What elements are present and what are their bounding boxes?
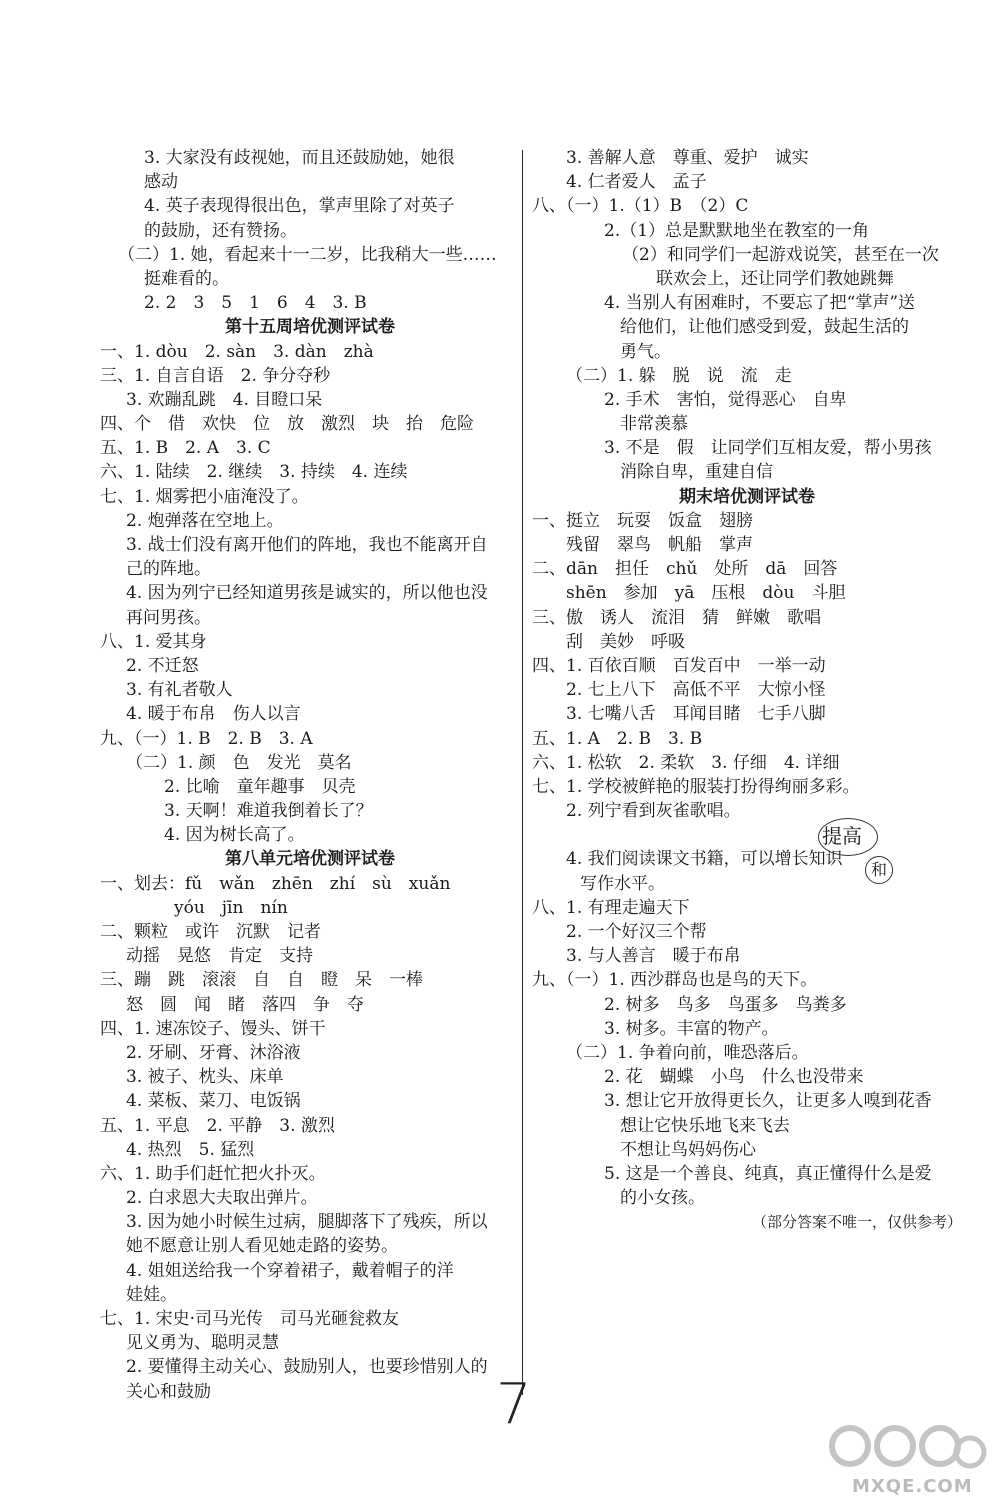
handwritten-circled-char: 和 (865, 856, 893, 884)
answer-line: 联欢会上，还让同学们教她跳舞 (656, 268, 894, 289)
answer-line: 4. 我们阅读课文书籍，可以增长知识 (566, 849, 843, 870)
answer-line: （二）1. 颜 色 发光 莫名 (126, 752, 352, 773)
answer-line: 六、1. 助手们赶忙把火扑灭。 (100, 1163, 326, 1184)
answer-line: 3. 因为她小时候生过病，腿脚落下了残疾，所以 (126, 1212, 488, 1233)
answer-line: 五、1. B 2. A 3. C (100, 438, 271, 459)
answer-line: 感动 (144, 172, 178, 193)
answer-line: 刮 美妙 呼吸 (566, 631, 685, 652)
answer-line: 一、划去：fǔ wǎn zhēn zhí sù xuǎn (100, 873, 451, 894)
answer-line: 五、1. 平息 2. 平静 3. 激烈 (100, 1115, 335, 1136)
answer-line: 七、1. 烟雾把小庙淹没了。 (100, 486, 309, 507)
answer-line: 二、dān 担任 chǔ 处所 dā 回答 (532, 559, 838, 580)
answer-line: 己的阵地。 (126, 559, 211, 580)
answer-line: 3. 与人善言 暖于布帛 (566, 946, 741, 967)
right-column (532, 146, 962, 1234)
answer-line: 4. 菜板、菜刀、电饭锅 (126, 1091, 301, 1112)
answer-line: 的小女孩。 (620, 1188, 705, 1209)
answer-line: 她不愿意让别人看见她走路的姿势。 (126, 1236, 398, 1257)
answer-line: 想让它快乐地飞来飞去 (620, 1115, 790, 1136)
answer-line: 3. 善解人意 尊重、爱护 诚实 (566, 148, 809, 168)
answer-line: 一、1. dòu 2. sàn 3. dàn zhà (100, 341, 374, 362)
answer-line: 2. 花 蝴蝶 小鸟 什么也没带来 (604, 1067, 864, 1088)
answer-line (532, 823, 962, 847)
answer-line: yóu jīn nín (174, 897, 288, 918)
answer-line: 2. 不迁怒 (126, 655, 199, 676)
answer-line: 3. 七嘴八舌 耳闻目睹 七手八脚 (566, 704, 826, 725)
answer-line: 三、1. 自言自语 2. 争分夺秒 (100, 365, 331, 386)
answer-line: 八、（一）1.（1）B （2）C (532, 196, 749, 217)
answer-line: 四、1. 百依百顺 百发百中 一举一动 (532, 655, 826, 676)
answer-line: 2. 列宁看到灰雀歌唱。 (566, 801, 741, 822)
answer-line: 2. 手术 害怕，觉得恶心 自卑 (604, 389, 847, 410)
answer-line: 六、1. 松软 2. 柔软 3. 仔细 4. 详细 (532, 752, 840, 773)
answer-line: 3. 有礼者敬人 (126, 680, 233, 701)
answer-line: 3. 欢蹦乱跳 4. 目瞪口呆 (126, 389, 323, 410)
answer-line: 再问男孩。 (126, 607, 211, 628)
answer-line: 勇气。 (620, 341, 671, 362)
answer-line: 4. 因为列宁已经知道男孩是诚实的，所以他也没 (126, 583, 488, 604)
answer-line: 关心和鼓励 (126, 1381, 211, 1402)
answer-line: 四、1. 速冻饺子、馒头、饼干 (100, 1018, 326, 1039)
answer-line: 4. 暖于布帛 伤人以言 (126, 704, 301, 725)
section-heading: 期末培优测评试卷 (679, 486, 815, 507)
answer-line: 4. 仁者爱人 孟子 (566, 172, 707, 193)
footnote: （部分答案不唯一，仅供参考） (751, 1213, 962, 1232)
answer-line: 4. 热烈 5. 猛烈 (126, 1139, 255, 1160)
answer-line: 3. 天啊！难道我倒着长了？ (164, 801, 373, 822)
answer-line: 七、1. 宋史·司马光传 司马光砸瓮救友 (100, 1309, 400, 1329)
answer-line: shēn 参加 yā 压根 dòu 斗胆 (566, 583, 846, 604)
answer-line: 动摇 晃悠 肯定 支持 (126, 946, 313, 967)
answer-line: 娃娃。 (126, 1284, 177, 1305)
answer-line: 3. 树多。丰富的物产。 (604, 1018, 779, 1039)
answer-line: （二）1. 争着向前，唯恐落后。 (566, 1042, 809, 1063)
answer-line: 2. 树多 鸟多 鸟蛋多 鸟粪多 (604, 994, 847, 1015)
answer-line: 七、1. 学校被鲜艳的服装打扮得绚丽多彩。 (532, 776, 860, 797)
answer-line: 二、颗粒 或许 沉默 记者 (100, 922, 321, 942)
answer-line: 六、1. 陆续 2. 继续 3. 持续 4. 连续 (100, 462, 408, 483)
answer-line: 2. 白求恩大夫取出弹片。 (126, 1188, 318, 1209)
left-column (100, 146, 520, 1404)
answer-line: 八、1. 爱其身 (100, 631, 207, 652)
answer-line: 2. 2 3 5 1 6 4 3. B (144, 293, 367, 314)
answer-line: 一、挺立 玩耍 饭盒 翅膀 (532, 510, 753, 531)
answer-line: 2. 比喻 童年趣事 贝壳 (164, 776, 356, 797)
answer-line: 写作水平。 (580, 873, 665, 894)
section-heading: 第八单元培优测评试卷 (225, 849, 395, 870)
answer-line: 4. 因为树长高了。 (164, 825, 305, 846)
answer-line: 3. 大家没有歧视她，而且还鼓励她，她很 (144, 148, 455, 168)
answer-line: 4. 姐姐送给我一个穿着裙子，戴着帽子的洋 (126, 1260, 454, 1281)
answer-line: 三、傲 诱人 流泪 猜 鲜嫩 歌唱 (532, 607, 821, 628)
handwritten-stamp-text: 提高 (822, 824, 862, 848)
answer-line: 2. 要懂得主动关心、鼓励别人，也要珍惜别人的 (126, 1357, 488, 1378)
answer-line: 九、（一）1. B 2. B 3. A (100, 728, 313, 749)
answer-line: 九、（一）1. 西沙群岛也是鸟的天下。 (532, 970, 818, 991)
answer-line: 五、1. A 2. B 3. B (532, 728, 703, 749)
answer-line: 4. 当别人有困难时，不要忘了把“掌声”送 (604, 293, 916, 314)
answer-line: 2. 七上八下 高低不平 大惊小怪 (566, 680, 826, 701)
answer-line: 3. 想让它开放得更长久，让更多人嗅到花香 (604, 1091, 932, 1112)
answer-line: 3. 被子、枕头、床单 (126, 1067, 284, 1088)
answer-line: 四、个 借 欢快 位 放 激烈 块 抬 危险 (100, 414, 474, 435)
page-number: 7 (496, 1372, 532, 1437)
answer-line: 残留 翠鸟 帆船 掌声 (566, 535, 753, 555)
column-divider (522, 150, 523, 1395)
answer-line: （二）1. 躲 脱 说 流 走 (566, 365, 792, 386)
answer-line: 4. 英子表现得很出色，掌声里除了对英子 (144, 196, 455, 217)
answer-line: 5. 这是一个善良、纯真，真正懂得什么是爱 (604, 1163, 932, 1184)
answer-line: 2. 牙刷、牙膏、沐浴液 (126, 1042, 301, 1063)
answer-line: 怒 圆 闻 睹 落四 争 夺 (126, 994, 364, 1015)
answer-line: 挺难看的。 (144, 268, 229, 289)
answer-line: 不想让鸟妈妈伤心 (620, 1139, 756, 1160)
answer-line: 见义勇为、聪明灵慧 (126, 1333, 279, 1354)
answer-line: 2.（1）总是默默地坐在教室的一角 (604, 220, 870, 241)
answer-line: （二）1. 她，看起来十一二岁，比我稍大一些…… (118, 244, 497, 265)
section-heading: 第十五周培优测评试卷 (225, 317, 395, 338)
answer-line: 2. 炮弹落在空地上。 (126, 510, 284, 531)
answer-line: 非常羡慕 (620, 414, 688, 435)
answer-line: 消除自卑，重建自信 (620, 462, 773, 483)
answer-line: 的鼓励，还有赞扬。 (144, 220, 297, 241)
answer-line: 三、蹦 跳 滚滚 自 自 瞪 呆 一棒 (100, 970, 423, 991)
answer-line: （2）和同学们一起游戏说笑，甚至在一次 (622, 244, 939, 265)
answer-line: 2. 一个好汉三个帮 (566, 922, 707, 942)
answer-line: 给他们，让他们感受到爱，鼓起生活的 (620, 317, 909, 338)
answer-line: 八、1. 有理走遍天下 (532, 897, 690, 918)
answer-line: 3. 不是 假 让同学们互相友爱，帮小男孩 (604, 438, 932, 459)
watermark-text: MXQE.COM (852, 1476, 973, 1497)
answer-line: 3. 战士们没有离开他们的阵地，我也不能离开自 (126, 535, 488, 555)
